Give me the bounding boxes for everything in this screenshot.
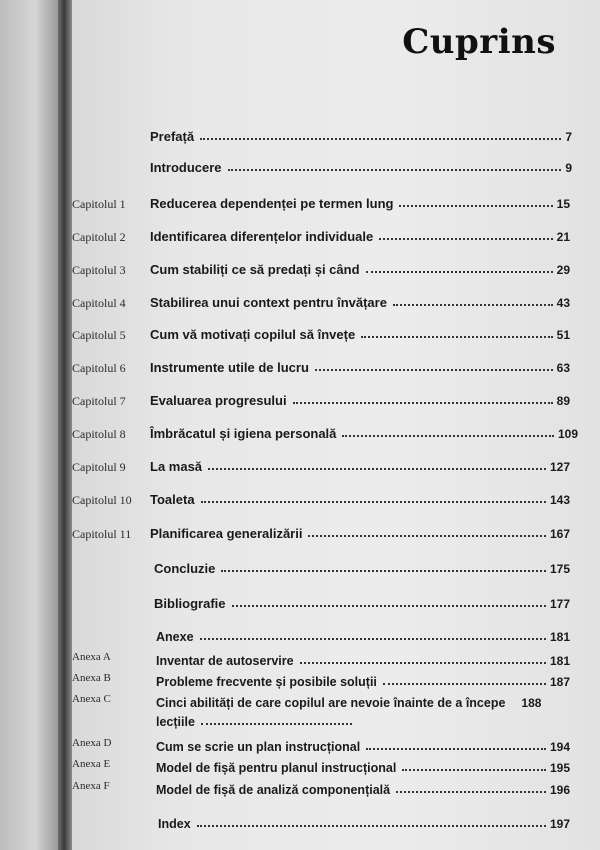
dot-leader bbox=[293, 401, 553, 404]
toc-entry bbox=[72, 521, 600, 547]
toc-entry bbox=[72, 388, 600, 414]
annex-label: Anexa C bbox=[72, 693, 111, 705]
annex-label: Anexa A bbox=[72, 651, 111, 663]
toc-page-number: 7 bbox=[565, 130, 572, 144]
toc-page-number: 194 bbox=[549, 740, 570, 754]
chapter-label: Capitolul 2 bbox=[72, 230, 126, 244]
toc-page-number: 167 bbox=[549, 527, 570, 541]
book-gutter bbox=[58, 0, 72, 850]
book-page bbox=[72, 0, 600, 850]
toc-entry bbox=[72, 355, 600, 381]
toc-entry bbox=[72, 556, 600, 582]
toc-entry-title: Stabilirea unui context pentru învățare bbox=[150, 295, 387, 310]
toc-entry-title: Anexe bbox=[156, 630, 194, 644]
toc-entry bbox=[72, 224, 600, 250]
toc-page-number: 177 bbox=[549, 597, 570, 611]
toc-entry bbox=[72, 155, 600, 181]
toc-page-number: 29 bbox=[556, 263, 570, 277]
annex-label: Anexa D bbox=[72, 737, 112, 749]
toc-page-number: 109 bbox=[557, 427, 578, 441]
toc-entry bbox=[72, 624, 600, 650]
annex-label: Anexa B bbox=[72, 672, 111, 684]
chapter-label: Capitolul 4 bbox=[72, 296, 126, 310]
toc-entry-title: Planificarea generalizării bbox=[150, 526, 303, 541]
toc-entry bbox=[72, 454, 600, 480]
toc-page-number: 187 bbox=[549, 675, 570, 689]
toc-entry-title: Inventar de autoservire bbox=[156, 654, 294, 668]
dot-leader bbox=[366, 747, 546, 750]
toc-page-number: 15 bbox=[556, 197, 570, 211]
dot-leader bbox=[342, 434, 554, 437]
toc-page-number: 175 bbox=[549, 562, 570, 576]
toc-entry-title: Concluzie bbox=[154, 561, 216, 576]
toc-entry bbox=[72, 290, 600, 316]
toc-entry-title: Toaleta bbox=[150, 492, 195, 507]
toc-entry-title: Reducerea dependenței pe termen lung bbox=[150, 196, 394, 211]
dot-leader bbox=[396, 790, 546, 793]
toc-page-number: 21 bbox=[556, 230, 570, 244]
dot-leader bbox=[232, 604, 546, 607]
toc-entry bbox=[72, 811, 600, 837]
toc-page-number: 51 bbox=[556, 328, 570, 342]
chapter-label: Capitolul 1 bbox=[72, 197, 126, 211]
dot-leader bbox=[221, 569, 546, 572]
dot-leader bbox=[200, 637, 546, 640]
toc-entry bbox=[72, 257, 600, 283]
dot-leader bbox=[228, 168, 562, 171]
toc-entry-title: Îmbrăcatul și igiena personală bbox=[150, 426, 337, 441]
toc-entry-title: Cum se scrie un plan instrucțional bbox=[156, 740, 361, 754]
chapter-label: Capitolul 5 bbox=[72, 328, 126, 342]
toc-entry-title: Index bbox=[158, 817, 191, 831]
toc-entry-title: Bibliografie bbox=[154, 596, 226, 611]
toc-entry bbox=[72, 421, 600, 447]
previous-page-edge bbox=[0, 0, 58, 850]
dot-leader bbox=[201, 500, 546, 503]
toc-page-number: 127 bbox=[549, 460, 570, 474]
dot-leader bbox=[402, 768, 546, 771]
toc-page-number: 181 bbox=[549, 654, 570, 668]
toc-entry bbox=[72, 487, 600, 513]
toc-entry-title: Instrumente utile de lucru bbox=[150, 360, 309, 375]
toc-entry-title: Prefață bbox=[150, 129, 195, 144]
toc-page-number: 89 bbox=[556, 394, 570, 408]
toc-page-number: 195 bbox=[549, 761, 570, 775]
toc-entry-title: La masă bbox=[150, 459, 203, 474]
dot-leader bbox=[379, 237, 552, 240]
chapter-label: Capitolul 11 bbox=[72, 527, 132, 541]
dot-leader bbox=[200, 137, 561, 140]
toc-entry-title: Cinci abilități de care copilul are nevoie înainte de a începe bbox=[156, 696, 506, 710]
toc-entry-title: Model de fișă pentru planul instrucțional bbox=[156, 761, 397, 775]
dot-leader bbox=[201, 722, 352, 725]
chapter-label: Capitolul 9 bbox=[72, 460, 126, 474]
toc-page-number: 197 bbox=[549, 817, 570, 831]
toc-entry bbox=[72, 690, 600, 730]
toc-entry bbox=[72, 124, 600, 150]
dot-leader bbox=[315, 368, 553, 371]
toc-page-number: 143 bbox=[549, 493, 570, 507]
toc-entry bbox=[72, 777, 600, 803]
annex-label: Anexa E bbox=[72, 758, 111, 770]
dot-leader bbox=[399, 204, 552, 207]
dot-leader bbox=[361, 335, 552, 338]
dot-leader bbox=[197, 824, 546, 827]
dot-leader bbox=[300, 661, 546, 664]
chapter-label: Capitolul 7 bbox=[72, 394, 126, 408]
dot-leader bbox=[208, 467, 546, 470]
chapter-label: Capitolul 6 bbox=[72, 361, 126, 375]
chapter-label: Capitolul 8 bbox=[72, 427, 126, 441]
toc-entry bbox=[72, 191, 600, 217]
toc-entry-title-continued: lecțiile bbox=[156, 715, 195, 729]
toc-entry-title: Cum vă motivați copilul să învețe bbox=[150, 327, 356, 342]
dot-leader bbox=[308, 534, 546, 537]
toc-entry-title: Cum stabiliți ce să predați și când bbox=[150, 262, 360, 277]
annex-label: Anexa F bbox=[72, 780, 110, 792]
toc-entry-title: Introducere bbox=[150, 160, 222, 175]
dot-leader bbox=[383, 682, 546, 685]
chapter-label: Capitolul 10 bbox=[72, 493, 132, 507]
toc-entry-title: Model de fișă de analiză componențială bbox=[156, 783, 391, 797]
toc-page-number: 63 bbox=[556, 361, 570, 375]
toc-entry-title: Probleme frecvente și posibile soluții bbox=[156, 675, 377, 689]
toc-entry bbox=[72, 322, 600, 348]
dot-leader bbox=[366, 270, 553, 273]
toc-page-number: 9 bbox=[565, 161, 572, 175]
toc-entry-title: Identificarea diferențelor individuale bbox=[150, 229, 374, 244]
toc-entry bbox=[72, 591, 600, 617]
toc-entry-title: Evaluarea progresului bbox=[150, 393, 287, 408]
toc-page-number: 43 bbox=[556, 296, 570, 310]
chapter-label: Capitolul 3 bbox=[72, 263, 126, 277]
toc-page-number: 188 bbox=[521, 696, 542, 710]
page-title: Cuprins bbox=[402, 22, 556, 62]
dot-leader bbox=[393, 303, 553, 306]
toc-page-number: 196 bbox=[549, 783, 570, 797]
toc-page-number: 181 bbox=[549, 630, 570, 644]
